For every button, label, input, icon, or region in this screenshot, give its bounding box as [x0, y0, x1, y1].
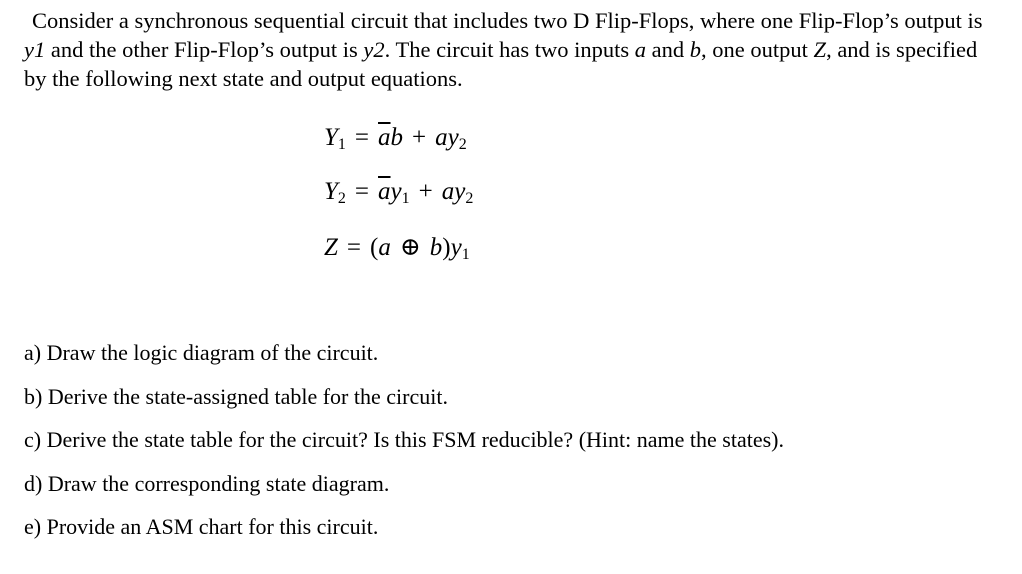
var-y2: y2 — [363, 37, 385, 62]
eq-subscript: 2 — [465, 190, 474, 207]
problem-statement — [24, 6, 999, 93]
intro-text: . The circuit has two inputs — [384, 37, 635, 62]
eq-xor: ⊕ — [399, 234, 421, 261]
eq-paren: ) — [442, 234, 451, 261]
task-item: d) Draw the corresponding state diagram. — [24, 470, 390, 496]
eq-term: ay — [441, 178, 466, 205]
var-a: a — [634, 37, 647, 62]
eq-lhs: Z — [324, 234, 338, 261]
task-item: c) Derive the state table for the circuit? Is this FSM reducible? (Hint: name the states). — [24, 427, 784, 452]
var-b: b — [689, 37, 702, 62]
var-z: Z — [813, 37, 827, 62]
eq-subscript: 1 — [337, 136, 346, 153]
eq-equals: = — [346, 234, 362, 261]
eq-equals: = — [354, 124, 370, 151]
eq-y: y — [390, 178, 402, 205]
eq-equals: = — [354, 178, 370, 205]
equation-z — [324, 232, 470, 264]
intro-text: Consider a synchronous sequential circuit that includes two D Flip-Flops, where one Flip-Flop’s output is — [32, 8, 983, 33]
eq-paren: ( — [370, 234, 379, 261]
eq-a-bar: $\overline{a}$ — [378, 124, 391, 151]
task-item: b) Derive the state-assigned table for the circuit. — [24, 383, 448, 409]
intro-paragraph — [24, 6, 999, 93]
eq-subscript: 2 — [337, 190, 346, 207]
intro-text: , one output — [701, 37, 814, 62]
task-item: e) Provide an ASM chart for this circuit. — [24, 514, 379, 539]
eq-term: ay — [435, 124, 459, 151]
task-list — [24, 336, 784, 554]
intro-text: and the other Flip-Flop’s output is — [45, 37, 364, 62]
eq-plus: + — [418, 178, 433, 205]
eq-a: a — [378, 234, 391, 261]
eq-a-bar: $\overline{a}$ — [378, 178, 391, 205]
eq-b: b — [390, 124, 404, 151]
eq-lhs: Y — [324, 178, 338, 205]
eq-plus: + — [412, 124, 427, 151]
eq-y: y — [450, 234, 462, 261]
intro-text: , and is specified by the following next state and output equations. — [24, 37, 978, 91]
task-item: a) Draw the logic diagram of the circuit. — [24, 340, 379, 365]
eq-lhs: Y — [324, 124, 338, 151]
eq-subscript: 1 — [461, 246, 470, 263]
eq-subscript: 2 — [458, 136, 467, 153]
var-y1: y1 — [24, 37, 46, 62]
eq-b: b — [429, 234, 443, 261]
intro-text: and — [646, 37, 690, 62]
eq-subscript: 1 — [401, 190, 410, 207]
equation-y2 — [324, 178, 473, 208]
equation-y1 — [324, 124, 467, 154]
